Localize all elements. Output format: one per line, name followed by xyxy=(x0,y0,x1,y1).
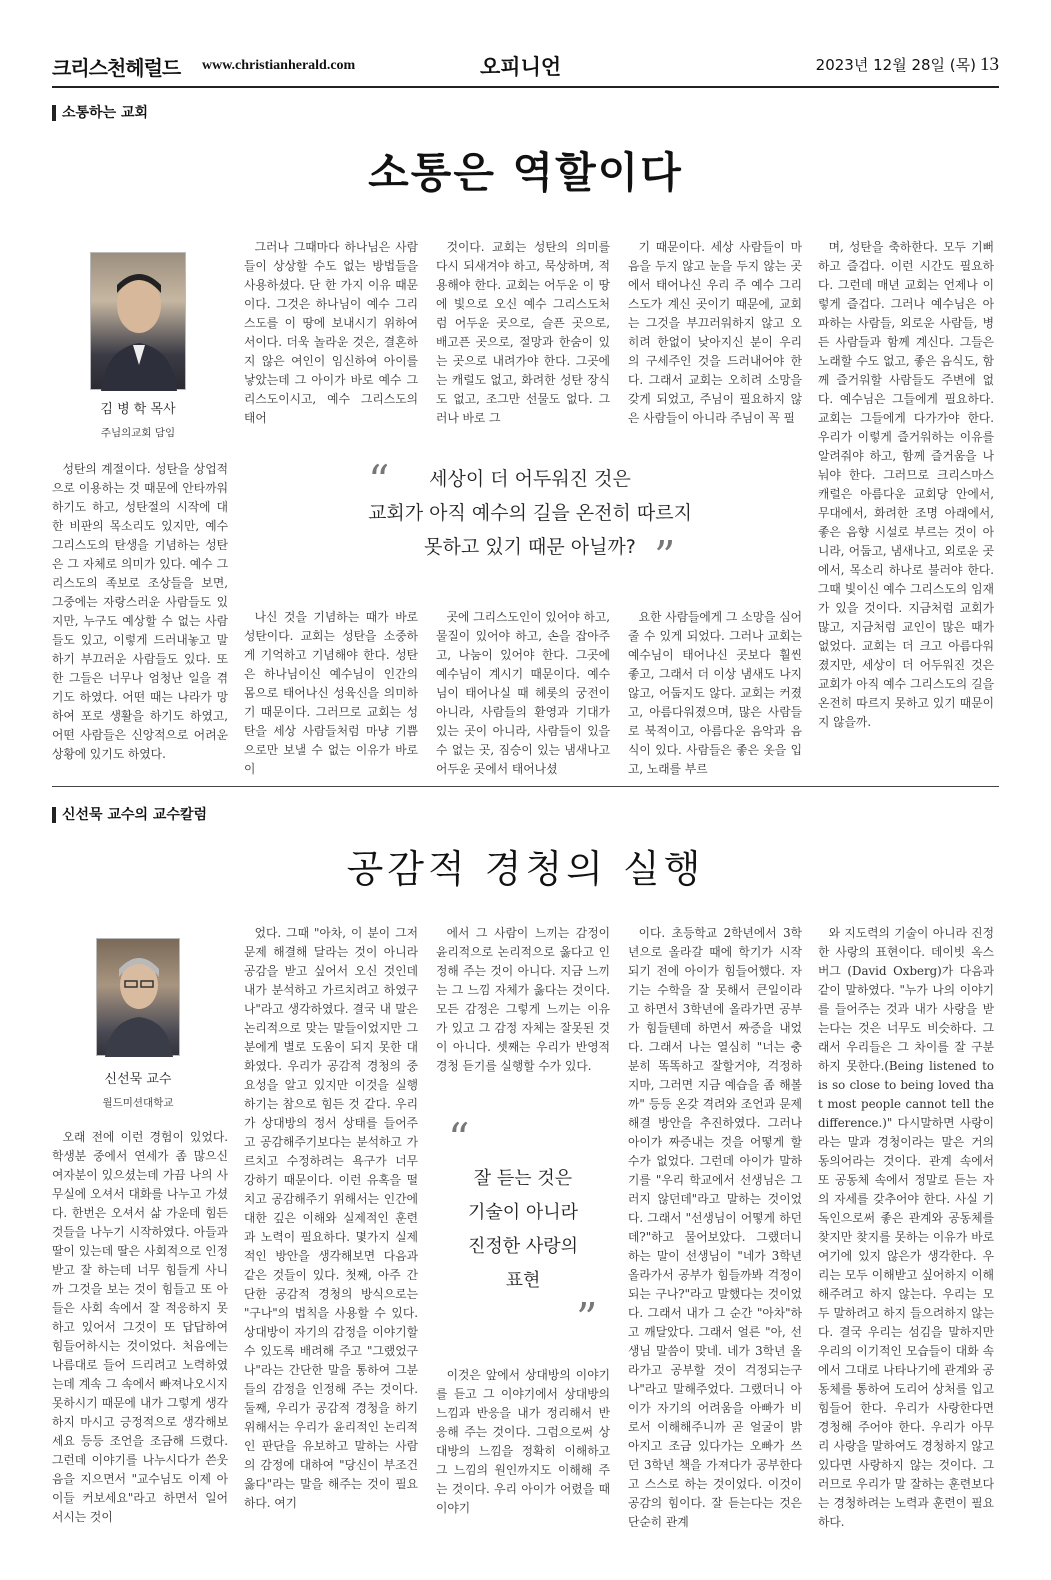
close-quote-icon: ” xyxy=(576,1294,598,1343)
author1-byline xyxy=(70,398,206,440)
article1-col3-top xyxy=(436,238,610,450)
article1-pullquote xyxy=(300,456,760,582)
article2-col5-text: 와 지도력의 기술이 아니라 진정한 사랑의 표현이다. 데이빗 옥스버그 (David Oxberg)가 다음과 같이 말하였다. "누가 나의 이야기를 들어주는 것과 내가 사랑을 받는다는 것은 너무도 비슷하다. 그래서 우리들은 그 차이를 잘 구분하지 못한다.(Being listened to is so close to being loved that most people cannot tell the difference.)" 다시말하면 사랑이라는 말과 경청이라는 말은 거의 동의어라는 것이다. 관계 속에서 또 공동체 속에서 정말로 듣는 자의 자세를 갖추어야 한다. 사실 기독인으로써 좋은 관계와 공동체를 찾지만 찾지를 못하는 이유가 바로 여기에 있지 않은가 생각한다. 우리는 모두 이해받고 싶어하지 이해해주려고 하지 않는다. 우리는 모두 말하려고 하지 들으려하지 않는다. 결국 우리는 섬김을 말하지만 우리의 이기적인 모습들이 대화 속에서 그대로 나타나기에 관계와 공동체를 통하여 도리어 상처를 입고 힘들어 한다. 우리가 사랑한다면 경청해 주어야 한다. 우리가 아무리 사랑을 말하여도 경청하지 않고 있다면 사랑하지 않는 것이다. 그러므로 우리가 말 잘하는 훈련보다는 경청하려는 노력과 훈련이 필요하다. xyxy=(818,926,994,1529)
article1-col3-bottom-text: 곳에 그리스도인이 있어야 하고, 물질이 있어야 하고, 손을 잡아주고, 나눔이 있어야 한다. 그곳에 예수님이 계시기 때문이다. 예수님이 태어나실 때 헤롯의 궁전이 아니라, 사람들의 환영과 기대가 있는 곳이 아니라, 사람들이 있을 수 없는 곳, 짐승이 있는 냄새나고 어두운 곳에서 태어나셨 xyxy=(436,610,610,776)
issue-date xyxy=(816,54,999,76)
portrait-icon xyxy=(91,253,187,391)
article2-col3-top-text: 에서 그 사람이 느끼는 감정이 윤리적으로 논리적으로 옳다고 인정해 주는 것이 아니다. 지금 느끼는 그 느낌 자체가 옳다는 것이다. 모든 감정은 그렇게 느끼는 이유가 있고 그 감정 자체는 잘못된 것이 아니다. 셋째는 우리가 반영적 경청 듣기를 실행할 수가 있다. xyxy=(436,926,610,1073)
pullquote2-spacer xyxy=(430,1114,616,1163)
pullquote2-line3: 진정한 사랑의 xyxy=(467,1236,579,1257)
article1-col2-top xyxy=(244,238,418,450)
article2-col1-text: 오래 전에 이런 경험이 있었다. 학생분 중에서 연세가 좀 많으신 여자분이 있으셨는데 가끔 나의 사무실에 오셔서 대화를 나누고 가셨다. 한번은 오셔서 삶 가운데 힘든 것들을 나누기 시작하였다. 아들과 딸이 있는데 딸은 사회적으로 인정받고 잘 하는데 너무 힘들게 사니까 그것을 보는 것이 힘들고 또 아들은 사회 속에서 잘 적응하지 못하고 있어서 그것이 또 답답하여 힘들어하시는 것이었다. 처음에는 나름대로 들어 드리려고 노력하였는데 계속 그 속에서 빠져나오시지 못하시기 때문에 내가 그렇게 생각하지 마시고 긍정적으로 생각해보세요 등등 조언을 조금해 드렸다. 그런데 이야기를 나누시다가 쓴웃음을 지으면서 "교수님도 이제 아이들 커보세요"라고 하면서 일어서시는 것이 xyxy=(52,1130,228,1524)
author2-photo xyxy=(96,938,180,1056)
article1-col1 xyxy=(52,460,228,778)
author2-affiliation: 월드미션대학교 xyxy=(102,1097,174,1109)
article1-col5 xyxy=(818,238,994,778)
article1-col2-bottom-text: 나신 것을 기념하는 때가 바로 성탄이다. 교회는 성탄을 소중하게 기억하고 기념해야 한다. 성탄은 하나님이신 예수님이 인간의 몸으로 태어나신 성육신을 의미하기 때문이다. 그러므로 교회는 성탄을 세상 사람들처럼 마냥 기쁨으로만 보낼 수 없는 이유가 바로 이 xyxy=(244,610,418,776)
article2-col3-bottom xyxy=(436,1366,610,1520)
article1-col2-top-text: 그러나 그때마다 하나님은 사람들이 상상할 수도 없는 방법들을 사용하셨다. 단 한 가지 이유 때문이다. 그것은 하나님이 예수 그리스도를 이 땅에 보내시기 위하여서이다. 더욱 놀라운 것은, 결혼하지 않은 여인이 임신하여 아이를 낳았는데 그 아이가 바로 예수 그리스도이시고, 예수 그리스도의 태어 xyxy=(244,240,418,425)
masthead xyxy=(52,48,999,84)
article2-col4-text: 이다. 초등학교 2학년에서 3학년으로 올라갈 때에 학기가 시작되기 전에 아이가 힘들어했다. 자기는 수학을 잘 못해서 큰일이라고 하면서 3학년에 올라가면 공부가 힘들텐데 하면서 짜증을 내었다. 그래서 나는 열심히 "너는 충분히 똑똑하고 잘할거야, 걱정하지마, 그러면 지금 예습을 좀 해볼까" 등등 온갖 격려와 조언과 문제해결 방안을 추진하였다. 그러나 아이가 짜증내는 것을 어떻게 할 수가 없었다. 그런데 아이가 말하기를 "우리 학교에서 선생님은 그러지 않던데"라고 말하는 것이었다. 그래서 "선생님이 어떻게 하던데?"하고 물어보았다. 그랬더니 하는 말이 선생님이 "네가 3학년 올라가서 공부가 힘들까봐 걱정이 되는 구나?"라고 말했다는 것이었다. 그래서 내가 그 순간 "아차"하고 깨달았다. 그래서 얼른 "아, 선생님 말씀이 맞네. 네가 3학년 올라가고 공부할 것이 걱정되는구나"라고 말해주었다. 그랬더니 아이가 자기의 어려움을 아빠가 비로서 이해해주니까 곧 얼굴이 밝아지고 조금 있다가는 오빠가 쓰던 3학년 책을 가져다가 공부한다고 스스로 하는 것이었다. 이것이 공감의 힘이다. 잘 듣는다는 것은 단순히 관계 xyxy=(628,926,802,1529)
article2-headline: 공감적 경청의 실행 xyxy=(346,847,705,891)
author2-byline xyxy=(68,1068,208,1110)
article2-kicker: 신선묵 교수의 교수칼럼 xyxy=(52,806,207,824)
article1-col4-top xyxy=(628,238,802,450)
author1-photo xyxy=(90,252,186,390)
pullquote2-line4: 표현 xyxy=(505,1270,541,1291)
article1-col4-bottom xyxy=(628,608,802,778)
page-number: 13 xyxy=(980,54,999,75)
article2-col2 xyxy=(244,924,418,1520)
open-quote-icon: “ xyxy=(448,1114,470,1163)
article2-col3-bottom-text: 이것은 앞에서 상대방의 이야기를 듣고 그 이야기에서 상대방의 느낌과 반응을 내가 정리해서 반응해 주는 것이다. 그럼으로써 상대방의 느낌을 정확히 이해하고 그 느낌의 원인까지도 이해해 주는 것이다. 우리 아이가 어렸을 때 이야기 xyxy=(436,1368,610,1515)
article1-kicker: 소통하는 교회 xyxy=(52,104,148,122)
site-url: www.christianherald.com xyxy=(202,58,356,73)
pullquote2-line2: 기술이 아니라 xyxy=(467,1202,579,1223)
article-divider xyxy=(52,786,999,787)
article1-col4-top-text: 기 때문이다. 세상 사람들이 마음을 두지 않고 눈을 두지 않는 곳에서 태어나신 우리 주 예수 그리스도가 계신 곳이기 때문에, 교회는 그것을 부끄러워하지 않고 오히려 한없이 낮아지신 분이 우리의 구세주인 것을 드러내어야 한다. 그래서 교회는 오히려 소망을 갖게 되었고, 주님이 필요하지 않은 사람들이 아니라 주님이 꼭 필 xyxy=(628,240,802,425)
article2-col4 xyxy=(628,924,802,1529)
brand-logo: 크리스천헤럴드 xyxy=(52,56,181,80)
masthead-rule xyxy=(52,86,999,88)
author1-affiliation: 주님의교회 담임 xyxy=(100,427,176,439)
date-text: 2023년 12월 28일 (목) xyxy=(815,56,976,74)
section-title: 오피니언 xyxy=(480,55,562,79)
pullquote1-line2: 교회가 아직 예수의 길을 온전히 따르지 xyxy=(368,502,692,524)
author1-name: 김 병 학 목사 xyxy=(100,402,176,417)
pullquote1-line3: 못하고 있기 때문 아닐까? xyxy=(424,536,636,558)
article1-headline: 소통은 역할이다 xyxy=(368,148,683,197)
pullquote1-line1: 세상이 더 어두워진 것은 xyxy=(429,468,631,490)
pullquote2-line1: 잘 듣는 것은 xyxy=(473,1168,573,1189)
article2-col5 xyxy=(818,924,994,1529)
open-quote-icon: “ xyxy=(368,456,390,505)
article2-col1 xyxy=(52,1128,228,1524)
article1-col1-text: 성탄의 계절이다. 성탄을 상업적으로 이용하는 것 때문에 안타까워하기도 하고, 성탄절의 시작에 대한 비판의 목소리도 있지만, 예수 그리스도의 탄생을 기념하는 성탄은 그 자체로 의미가 있다. 예수 그리스도의 족보로 조상들을 보면, 그중에는 자랑스러운 사람들도 있지만, 누구도 예상할 수 없는 사람들도 있고, 이렇게 드러내놓고 말하기 부끄러운 사람들도 있다. 또한 그들은 너무나 엄청난 일을 겪기도 하였다. 어떤 때는 나라가 망하여 포로 생활을 하기도 하였고, 어떤 사람들은 신앙적으로 어려운 상황에 있기도 하였다. xyxy=(52,462,228,761)
article1-col5-text: 며, 성탄을 축하한다. 모두 기뻐하고 즐겁다. 이런 시간도 필요하다. 그런데 매년 교회는 언제나 이렇게 즐겁다. 그러나 예수님은 아파하는 사람들, 외로운 사람들, 병든 사람들과 함께 계신다. 그들은 노래할 수도 없고, 좋은 음식도, 함께 즐거워할 사람들도 주변에 없다. 예수님은 그들에게 필요하다. 교회는 그들에게 다가가야 한다. 우리가 이렇게 즐거워하는 이유를 알려줘야 하고, 함께 즐거움을 나눠야 한다. 그러므로 크리스마스 캐럴은 아름다운 교회당 안에서, 무대에서, 화려한 조명 아래에서, 좋은 음향 시설로 부르는 것이 아니라, 어둡고, 냄새나고, 외로운 곳에서, 목소리 하나로 불러야 한다. 그때 빛이신 예수 그리스도의 임재가 있을 것이다. 지금처럼 교회가 많고, 지금처럼 교인이 많은 때가 없었다. 교회는 더 크고 아름다워졌지만, 세상이 더 어두워진 것은 교회가 아직 예수 그리스도의 길을 온전히 따르지 못하고 있기 때문이지 않을까. xyxy=(818,240,994,729)
author2-name: 신선묵 교수 xyxy=(104,1072,172,1087)
portrait-icon xyxy=(97,939,181,1057)
article2-col3-top xyxy=(436,924,610,1072)
article1-col2-bottom xyxy=(244,608,418,778)
close-quote-icon: ” xyxy=(654,532,676,581)
article1-col3-top-text: 것이다. 교회는 성탄의 의미를 다시 되새겨야 하고, 묵상하며, 적용해야 한다. 교회는 어두운 이 땅에 빛으로 오신 예수 그리스도처럼 어두운 곳으로, 슬픈 곳으로, 배고픈 곳으로, 절망과 한숨이 있는 곳으로 내려가야 한다. 그곳에는 캐럴도 없고, 화려한 성탄 장식도 없고, 조그만 선물도 없다. 그러나 바로 그 xyxy=(436,240,610,425)
article1-col3-bottom xyxy=(436,608,610,778)
article1-col4-bottom-text: 요한 사람들에게 그 소망을 심어줄 수 있게 되었다. 그러나 교회는 예수님이 태어나신 곳보다 훨씬 좋고, 그래서 더 이상 냄새도 나지 않고, 어둡지도 않다. 교회는 커졌고, 아름다워졌으며, 많은 사람들로 북적이고, 아름다운 음악과 음식이 있다. 사람들은 좋은 옷을 입고, 노래를 부르 xyxy=(628,610,802,776)
article2-col2-text: 었다. 그때 "아차, 이 분이 그저 문제 해결해 달라는 것이 아니라 공감을 받고 싶어서 오신 것인데 내가 분석하고 가르치려고 하였구나"라고 생각하였다. 결국 내 말은 논리적으로 맞는 말들이었지만 그 분에게 별로 도움이 되지 못한 대화였다. 우리가 공감적 경청의 중요성을 알고 있지만 이것을 실행하기는 참으로 힘든 것 같다. 우리가 상대방의 정서 상태를 들어주고 공감해주기보다는 분석하고 가르치고 수정하려는 욕구가 너무 강하기 때문이다. 이런 유혹을 떨치고 공감해주기 위해서는 인간에 대한 깊은 이해와 실제적인 훈련과 노력이 필요하다. 몇가지 실제적인 방안을 생각해보면 다음과 같은 것들이 있다. 첫째, 아주 간단한 공감적 경청의 방식으로는 "구나"의 법칙을 사용할 수 있다. 상대방이 자기의 감정을 이야기할 수 있도록 배려해 주고 "그랬었구나"라는 간단한 말을 통하여 그분들의 감정을 인정해 주는 것이다. 둘째, 우리가 공감적 경청을 하기위해서는 우리가 윤리적인 논리적인 판단을 유보하고 말하는 사람의 감정에 대하여 "당신이 부조건 옳다"라는 말을 해주는 것이 필요하다. 여기 xyxy=(244,926,418,1510)
